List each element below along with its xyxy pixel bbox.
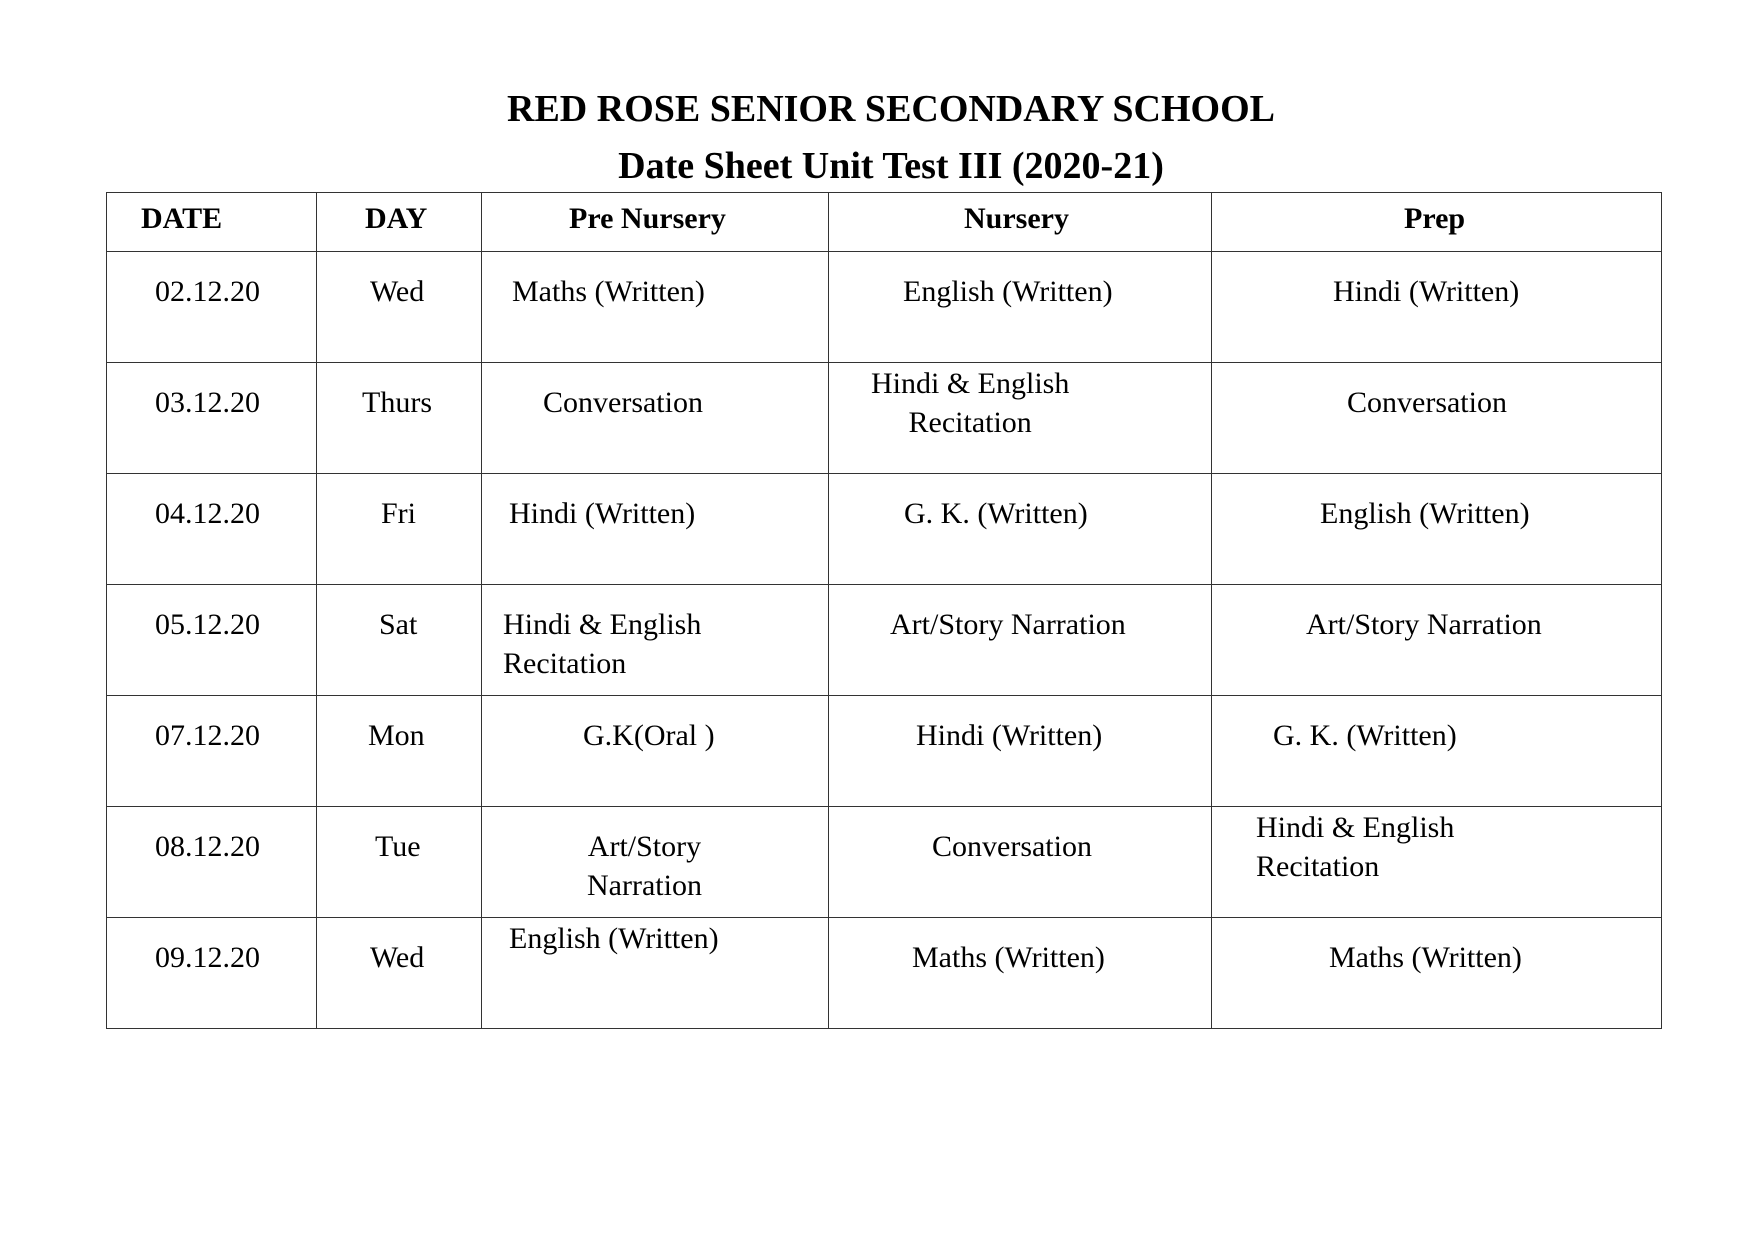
prep-cell: Art/Story Narration (1212, 585, 1662, 696)
pre-nursery-cell: English (Written) (482, 918, 829, 1029)
prep-cell: Hindi & English Recitation (1212, 807, 1662, 918)
school-name: RED ROSE SENIOR SECONDARY SCHOOL (507, 88, 1275, 130)
day-cell: Wed (317, 918, 482, 1029)
prep-cell: Maths (Written) (1212, 918, 1662, 1029)
date-cell: 08.12.20 (107, 807, 317, 918)
nursery-cell: G. K. (Written) (829, 474, 1212, 585)
pre-nursery-cell: Hindi (Written) (482, 474, 829, 585)
day-cell: Tue (317, 807, 482, 918)
nursery-cell: Hindi & English Recitation (829, 363, 1212, 474)
table-row (107, 585, 1662, 696)
table-row (107, 474, 1662, 585)
nursery-cell: Maths (Written) (829, 918, 1212, 1029)
pre-nursery-cell: Conversation (482, 363, 829, 474)
day-cell: Fri (317, 474, 482, 585)
table-row (107, 696, 1662, 807)
prep-cell: Hindi (Written) (1212, 252, 1662, 363)
table-header-row (107, 193, 1662, 252)
date-cell: 05.12.20 (107, 585, 317, 696)
prep-cell: G. K. (Written) (1212, 696, 1662, 807)
pre-nursery-cell: G.K(Oral ) (482, 696, 829, 807)
nursery-cell: Hindi (Written) (829, 696, 1212, 807)
column-header-prep: Prep (1212, 193, 1662, 252)
prep-cell: Conversation (1212, 363, 1662, 474)
nursery-cell: Art/Story Narration (829, 585, 1212, 696)
date-cell: 04.12.20 (107, 474, 317, 585)
pre-nursery-cell: Maths (Written) (482, 252, 829, 363)
day-cell: Sat (317, 585, 482, 696)
date-cell: 02.12.20 (107, 252, 317, 363)
nursery-cell: Conversation (829, 807, 1212, 918)
column-header-pre-nursery: Pre Nursery (482, 193, 829, 252)
column-header-day: DAY (317, 193, 482, 252)
day-cell: Mon (317, 696, 482, 807)
table-row (107, 807, 1662, 918)
date-cell: 09.12.20 (107, 918, 317, 1029)
pre-nursery-cell: Hindi & English Recitation (482, 585, 829, 696)
date-sheet-table (106, 192, 1662, 1029)
table-row (107, 252, 1662, 363)
date-cell: 07.12.20 (107, 696, 317, 807)
day-cell: Thurs (317, 363, 482, 474)
pre-nursery-cell: Art/Story Narration (482, 807, 829, 918)
date-sheet-title: Date Sheet Unit Test III (2020-21) (618, 145, 1164, 187)
nursery-cell: English (Written) (829, 252, 1212, 363)
column-header-nursery: Nursery (829, 193, 1212, 252)
column-header-date: DATE (107, 193, 317, 252)
date-cell: 03.12.20 (107, 363, 317, 474)
prep-cell: English (Written) (1212, 474, 1662, 585)
table-row (107, 918, 1662, 1029)
table-row (107, 363, 1662, 474)
day-cell: Wed (317, 252, 482, 363)
